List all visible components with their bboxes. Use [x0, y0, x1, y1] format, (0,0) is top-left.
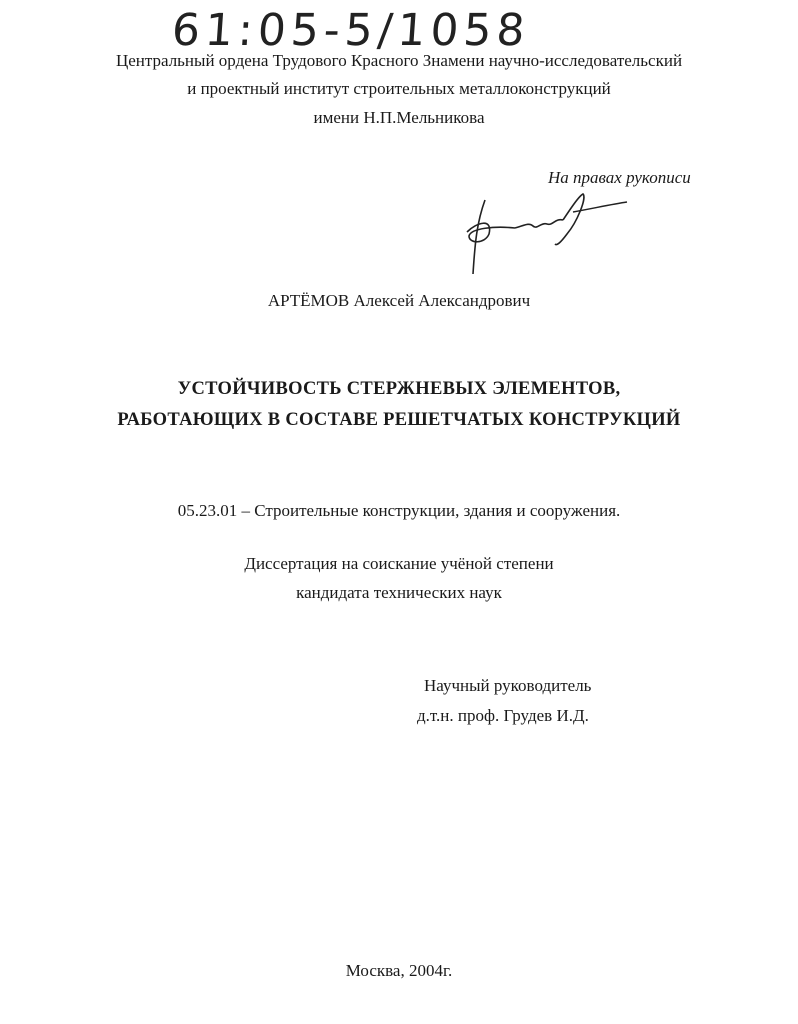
supervisor-label: Научный руководитель [424, 676, 592, 695]
institution-line-3: имени Н.П.Мельникова [313, 108, 485, 127]
institution-line-1: Центральный ордена Трудового Красного Знамени научно-исследовательский [115, 51, 683, 70]
place-year: Москва, 2004г. [345, 961, 453, 980]
specialty-code: 05.23.01 – Строительные конструкции, здания и сооружения. [177, 501, 621, 520]
handwritten-archive-code: 61:05-5/1058 [170, 5, 532, 56]
institution-line-2: и проектный институт строительных металлоконструкций [187, 79, 611, 98]
signature-icon [455, 182, 635, 282]
degree-line-1: Диссертация на соискание учёной степени [244, 554, 554, 573]
supervisor-name: д.т.н. проф. Грудев И.Д. [417, 706, 589, 725]
rights-note: На правах рукописи [548, 168, 691, 187]
author-name: АРТЁМОВ Алексей Александрович [267, 291, 531, 310]
degree-line-2: кандидата технических наук [296, 583, 502, 602]
thesis-title-line-1: УСТОЙЧИВОСТЬ СТЕРЖНЕВЫХ ЭЛЕМЕНТОВ, [177, 379, 621, 399]
thesis-title-line-2: РАБОТАЮЩИХ В СОСТАВЕ РЕШЕТЧАТЫХ КОНСТРУКЦИЙ [117, 410, 681, 430]
